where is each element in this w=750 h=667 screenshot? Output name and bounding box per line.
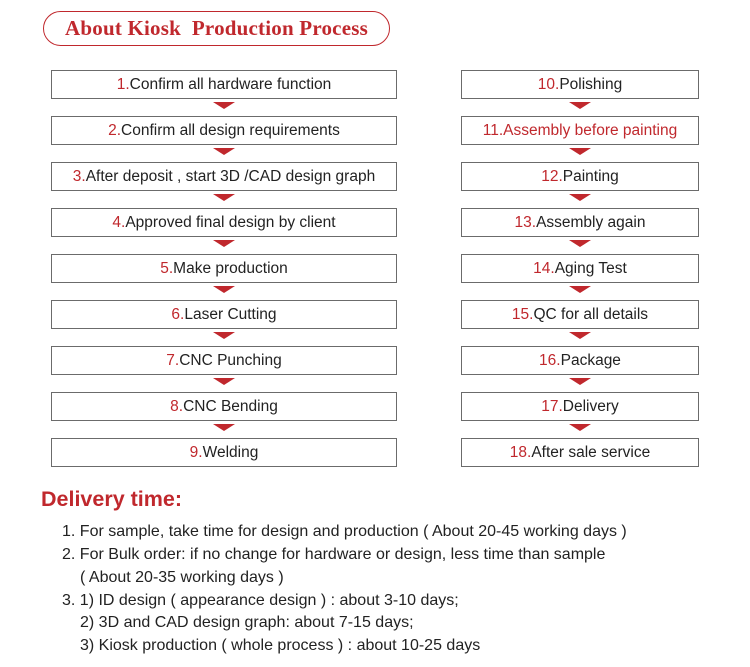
- step-label: Package: [560, 351, 621, 369]
- down-arrow-icon: [569, 286, 591, 293]
- step-number: 15.: [511, 305, 534, 323]
- step-label: Delivery: [562, 397, 619, 415]
- delivery-line-2: 2. For Bulk order: if no change for hardware or design, less time than sample: [62, 546, 606, 563]
- step-label: Welding: [202, 443, 259, 461]
- process-step-6: [51, 300, 397, 329]
- step-number: 18.: [509, 443, 532, 461]
- process-step-18: [461, 438, 699, 467]
- step-label: Make production: [173, 259, 288, 277]
- step-label: Painting: [562, 167, 619, 185]
- down-arrow-icon: [569, 424, 591, 431]
- step-number: 14.: [533, 259, 555, 277]
- page-title: About Kiosk Production Process: [43, 11, 390, 46]
- down-arrow-icon: [569, 148, 591, 155]
- step-label: Approved final design by client: [125, 213, 336, 231]
- step-label: After deposit , start 3D /CAD design graph: [85, 167, 376, 185]
- delivery-line-2b: ( About 20-35 working days ): [80, 569, 284, 586]
- down-arrow-icon: [213, 102, 235, 109]
- step-label: CNC Bending: [183, 397, 278, 415]
- process-step-10: [461, 70, 699, 99]
- down-arrow-icon: [213, 194, 235, 201]
- step-number: 2.: [108, 121, 122, 139]
- process-step-13: [461, 208, 699, 237]
- process-step-17: [461, 392, 699, 421]
- process-step-4: [51, 208, 397, 237]
- down-arrow-icon: [213, 148, 235, 155]
- down-arrow-icon: [569, 378, 591, 385]
- down-arrow-icon: [569, 194, 591, 201]
- step-number: 7.: [166, 351, 180, 369]
- process-step-2: [51, 116, 397, 145]
- delivery-time-heading: Delivery time:: [41, 487, 183, 511]
- step-label: Assembly before painting: [503, 121, 678, 139]
- process-step-14: [461, 254, 699, 283]
- step-number: 13.: [514, 213, 537, 231]
- process-step-1: [51, 70, 397, 99]
- process-step-12: [461, 162, 699, 191]
- step-number: 8.: [170, 397, 184, 415]
- process-step-7: [51, 346, 397, 375]
- delivery-line-3c: 3) Kiosk production ( whole process ) : about 10-25 days: [80, 637, 481, 654]
- step-label: QC for all details: [533, 305, 649, 323]
- down-arrow-icon: [213, 378, 235, 385]
- process-step-9: [51, 438, 397, 467]
- process-step-8: [51, 392, 397, 421]
- process-step-11: [461, 116, 699, 145]
- delivery-line-3: 3. 1) ID design ( appearance design ) : about 3-10 days;: [62, 592, 459, 609]
- step-number: 5.: [160, 259, 174, 277]
- step-number: 17.: [541, 397, 563, 415]
- down-arrow-icon: [569, 332, 591, 339]
- step-number: 10.: [537, 75, 560, 93]
- step-number: 9.: [189, 443, 203, 461]
- down-arrow-icon: [569, 102, 591, 109]
- process-column-left: [51, 70, 397, 467]
- delivery-line-3b: 2) 3D and CAD design graph: about 7-15 days;: [80, 614, 414, 631]
- step-number: 3.: [72, 167, 86, 185]
- step-number: 1.: [116, 75, 130, 93]
- process-step-3: [51, 162, 397, 191]
- step-label: After sale service: [531, 443, 651, 461]
- down-arrow-icon: [213, 286, 235, 293]
- step-number: 4.: [112, 213, 126, 231]
- step-number: 12.: [541, 167, 563, 185]
- step-label: Confirm all hardware function: [129, 75, 332, 93]
- step-number: 16.: [539, 351, 561, 369]
- down-arrow-icon: [569, 240, 591, 247]
- process-step-5: [51, 254, 397, 283]
- step-number: 11.: [482, 121, 504, 139]
- step-label: Assembly again: [536, 213, 646, 231]
- step-label: Confirm all design requirements: [121, 121, 340, 139]
- process-step-16: [461, 346, 699, 375]
- step-number: 6.: [171, 305, 185, 323]
- down-arrow-icon: [213, 240, 235, 247]
- step-label: Polishing: [559, 75, 623, 93]
- down-arrow-icon: [213, 424, 235, 431]
- delivery-line-1: 1. For sample, take time for design and production ( About 20-45 working days ): [62, 523, 627, 540]
- down-arrow-icon: [213, 332, 235, 339]
- step-label: Aging Test: [554, 259, 627, 277]
- process-step-15: [461, 300, 699, 329]
- process-column-right: [461, 70, 699, 467]
- step-label: CNC Punching: [179, 351, 282, 369]
- step-label: Laser Cutting: [184, 305, 277, 323]
